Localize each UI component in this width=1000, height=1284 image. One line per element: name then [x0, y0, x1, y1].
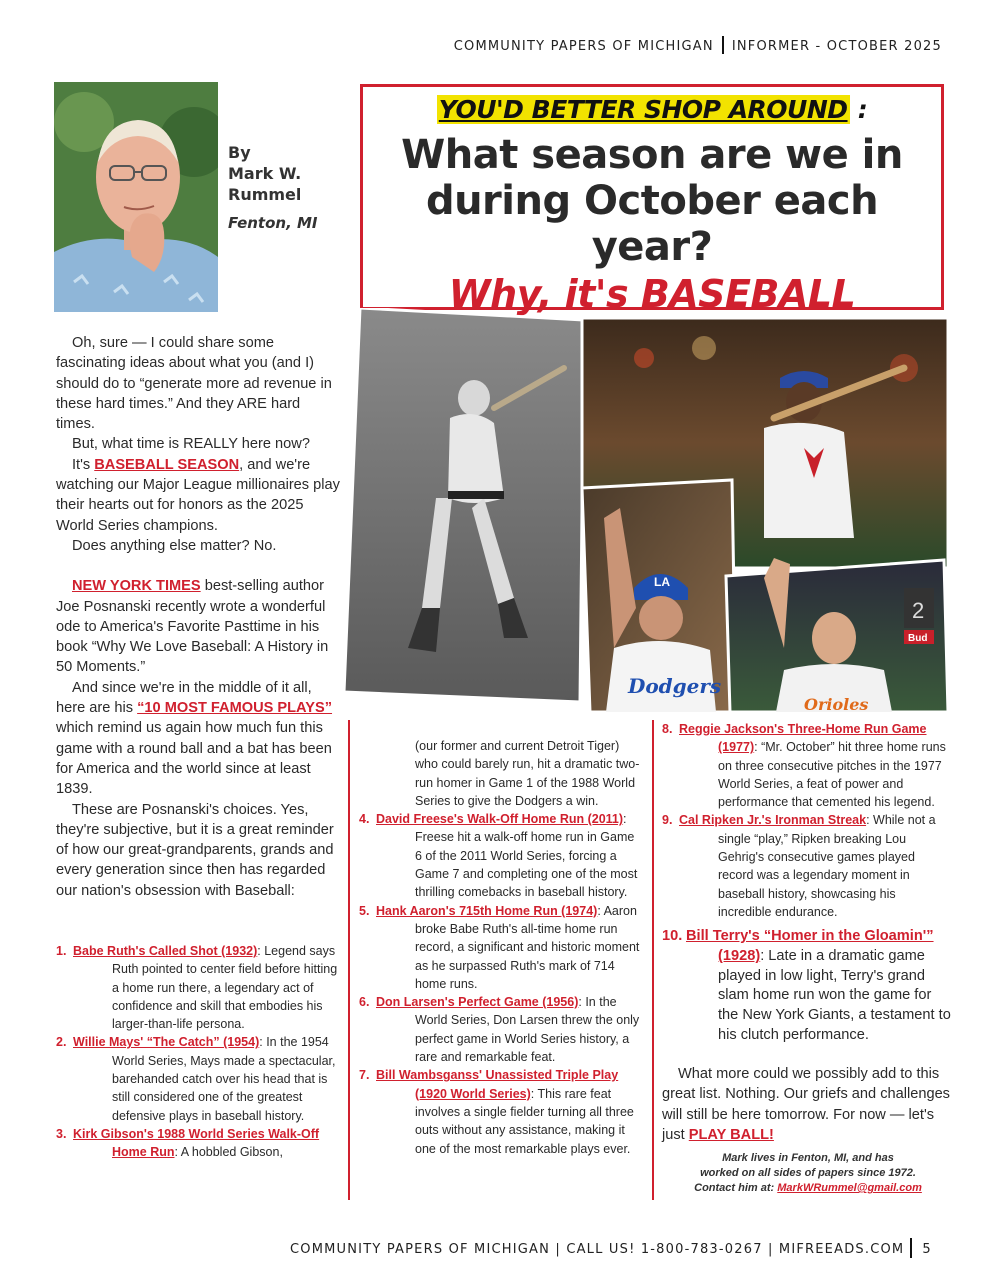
new-york-times-link[interactable]: NEW YORK TIMES — [72, 578, 201, 595]
play-description: : Legend says Ruth pointed to center field before hitting a home run there, a legendary act of confidence and skill that embodies his larger-than-life persona. — [112, 944, 338, 1032]
play-item-9 — [662, 811, 952, 921]
play-title-link[interactable]: Reggie Jackson's Three-Home Run Game (1977) — [679, 722, 927, 755]
byline-by: By — [228, 143, 251, 162]
play-title-link[interactable]: Babe Ruth's Called Shot (1932) — [73, 944, 258, 958]
play-number: 5. — [359, 903, 370, 918]
scoreboard-digit: 2 — [912, 598, 925, 623]
subheadline: Why, it's BASEBALL — [448, 272, 856, 316]
page-footer — [290, 1238, 932, 1258]
intro-paragraph-1: Oh, sure — I could share some fascinating ideas about what you (and I) should do to “generate more ad revenue in these hard times.” And they ARE hard times. — [56, 335, 332, 433]
play-number: 8. — [662, 722, 673, 736]
play-item-3-continued: (our former and current Detroit Tiger) who could barely run, hit a dramatic two-run homer in Game 1 of the 1988 World Series to give the Dodgers a win. — [415, 739, 640, 808]
play-item-8 — [662, 720, 952, 811]
intro-p6-pre: And since we're in the middle of it all, here are his — [56, 679, 312, 717]
helmet-logo: LA — [654, 575, 670, 589]
bio-line-1: Mark lives in Fenton, MI, and has — [722, 1152, 894, 1164]
header-publication: COMMUNITY PAPERS OF MICHIGAN — [453, 39, 714, 54]
kicker-colon: : — [849, 95, 868, 124]
intro-paragraph-7: These are Posnanski's choices. Yes, they're subjective, but it is a great reminder of how our great-grandparents, grands and every generation since then has regarded our nation's obsession with Baseball: — [56, 801, 334, 899]
play-description: : In the 1954 World Series, Mays made a spectacular, barehanded catch over his head that is still considered one of the greatest defensive plays in baseball history. — [112, 1035, 336, 1123]
intro-paragraph-2: But, what time is REALLY here now? — [72, 436, 310, 453]
author-photo — [54, 82, 218, 312]
intro-paragraph-5 — [56, 576, 341, 677]
bio-line-2: worked on all sides of papers since 1972. — [700, 1167, 916, 1179]
column-rule-left — [348, 720, 350, 1200]
photo-cal-ripken — [726, 558, 948, 712]
play-title-link[interactable]: Kirk Gibson's 1988 World Series Walk-Off Home Run — [73, 1126, 320, 1160]
intro-column — [56, 333, 341, 901]
headline-line-1: What season are we in — [401, 132, 903, 178]
intro-paragraph-3 — [56, 455, 341, 536]
play-description: : This rare feat involves a single fielder turning all three outs without any assistance, making it one of the most remarkable plays ever. — [415, 1086, 634, 1156]
byline-name-first: Mark W. — [228, 164, 302, 183]
header-issue: INFORMER - OCTOBER 2025 — [731, 39, 942, 54]
header-divider — [722, 36, 724, 54]
play-description: : While not a single “play,” Ripken breaking Lou Gehrig's consecutive games played record was a legendary moment in baseball history, showcasing his incredible endurance. — [718, 813, 936, 919]
play-item-3 — [56, 1125, 342, 1162]
play-description: : Late in a dramatic game played in low light, Terry's grand slam home run won the game for the New York Giants, a testament to his clutch performance. — [718, 947, 951, 1043]
headline-box — [360, 84, 944, 316]
photo-kirk-gibson — [582, 480, 736, 712]
plays-list-column-1 — [56, 942, 342, 1162]
page-header — [454, 36, 942, 54]
orioles-jersey-text: Orioles — [804, 695, 869, 712]
baseball-season-link[interactable]: BASEBALL SEASON — [94, 456, 240, 473]
play-number: 10. — [662, 928, 683, 945]
play-item-1 — [56, 942, 342, 1033]
play-number: 9. — [662, 813, 673, 828]
byline-name-last: Rummel — [228, 185, 302, 204]
play-item-6 — [359, 993, 644, 1066]
photo-babe-ruth — [344, 308, 584, 702]
play-number: 4. — [359, 812, 370, 827]
footer-text: COMMUNITY PAPERS OF MICHIGAN | CALL US! 1-800-783-0267 | MIFREEADS.COM — [290, 1242, 905, 1257]
bio-line-3 — [668, 1181, 948, 1196]
play-description: : A hobbled Gibson, — [174, 1145, 283, 1160]
closing-body: What more could we possibly add to this great list. Nothing. Our griefs and challenges will still be here tomorrow. For now — let's just — [662, 1066, 950, 1143]
plays-list-column-2 — [359, 737, 644, 1158]
page-number: 5 — [922, 1242, 932, 1257]
play-description: : “Mr. October” hit three home runs on three consecutive pitches in the 1977 World Series, a feat of power and performance that cemented his legend. — [718, 740, 946, 810]
play-title-link[interactable]: Bill Terry's “Homer in the Gloamin'” (1928) — [686, 928, 934, 964]
play-number: 6. — [359, 995, 370, 1010]
play-title-link[interactable]: Willie Mays' “The Catch” (1954) — [73, 1035, 260, 1050]
play-title-link[interactable]: Cal Ripken Jr.'s Ironman Streak — [679, 813, 867, 828]
bud-sign: Bud — [908, 633, 928, 644]
author-email-link[interactable]: MarkWRummel@gmail.com — [777, 1182, 922, 1194]
baseball-photo-collage — [344, 308, 948, 712]
intro-p5-post: best-selling author Joe Posnanski recently wrote a wonderful ode to America's Favorite Pasttime in his book “Why We Love Baseball: A History in 50 Moments.” — [56, 578, 329, 676]
author-portrait-illustration — [54, 82, 218, 312]
intro-p3-post: , and we're watching our Major League millionaires play their hearts out for honors as the 2025 World Series champions. — [56, 456, 340, 534]
kicker — [363, 95, 941, 124]
closing-text — [662, 1064, 950, 1145]
play-item-4 — [359, 810, 644, 901]
headline — [363, 132, 941, 270]
play-item-5 — [359, 902, 644, 993]
play-item-10 — [662, 927, 952, 1045]
bio-contact-label: Contact him at: — [694, 1182, 778, 1194]
play-number: 1. — [56, 944, 67, 958]
play-item-7 — [359, 1066, 644, 1157]
play-description: : Freese hit a walk-off home run in Game 6 of the 2011 World Series, forcing a Game 7 and completing one of the most thrilling comebacks in baseball history. — [415, 812, 638, 900]
play-number: 7. — [359, 1068, 370, 1083]
column-rule-right — [652, 720, 654, 1200]
ten-most-famous-plays-link[interactable]: “10 MOST FAMOUS PLAYS” — [137, 700, 333, 717]
plays-list-column-3 — [662, 720, 952, 1045]
byline — [228, 142, 318, 234]
play-description: : Aaron broke Babe Ruth's all-time home run record, a significant and historic moment as he surpassed Ruth's mark of 714 home runs. — [415, 903, 640, 991]
byline-location: Fenton, MI — [228, 214, 318, 232]
intro-paragraph-4: Does anything else matter? No. — [72, 537, 277, 554]
play-title-link[interactable]: Don Larsen's Perfect Game (1956) — [376, 995, 579, 1010]
play-title-link[interactable]: Hank Aaron's 715th Home Run (1974) — [376, 903, 598, 918]
play-title-link[interactable]: David Freese's Walk-Off Home Run (2011) — [376, 812, 624, 827]
paragraph-gap — [56, 556, 341, 576]
author-bio — [668, 1151, 948, 1196]
play-ball-link[interactable]: PLAY BALL! — [688, 1126, 774, 1143]
kicker-text: YOU'D BETTER SHOP AROUND — [438, 95, 848, 124]
footer-divider — [910, 1238, 912, 1258]
play-description: : In the World Series, Don Larsen threw the only perfect game in World Series history, a rare and remarkable feat. — [415, 995, 640, 1065]
play-number: 3. — [56, 1126, 67, 1141]
dodgers-jersey-text: Dodgers — [628, 674, 722, 698]
intro-p3-pre: It's — [72, 456, 95, 473]
intro-p6-post: which remind us again how much fun this game with a round ball and a bat has been for America and the world since at least 1839. — [56, 720, 332, 798]
intro-paragraph-6 — [56, 678, 341, 800]
headline-line-2: during October each year? — [425, 178, 879, 270]
play-title-link[interactable]: Bill Wambsganss' Unassisted Triple Play (1920 World Series) — [376, 1068, 619, 1101]
play-number: 2. — [56, 1035, 67, 1050]
closing-paragraph — [662, 1064, 950, 1145]
collage-illustration — [344, 308, 948, 712]
play-item-2 — [56, 1033, 342, 1124]
